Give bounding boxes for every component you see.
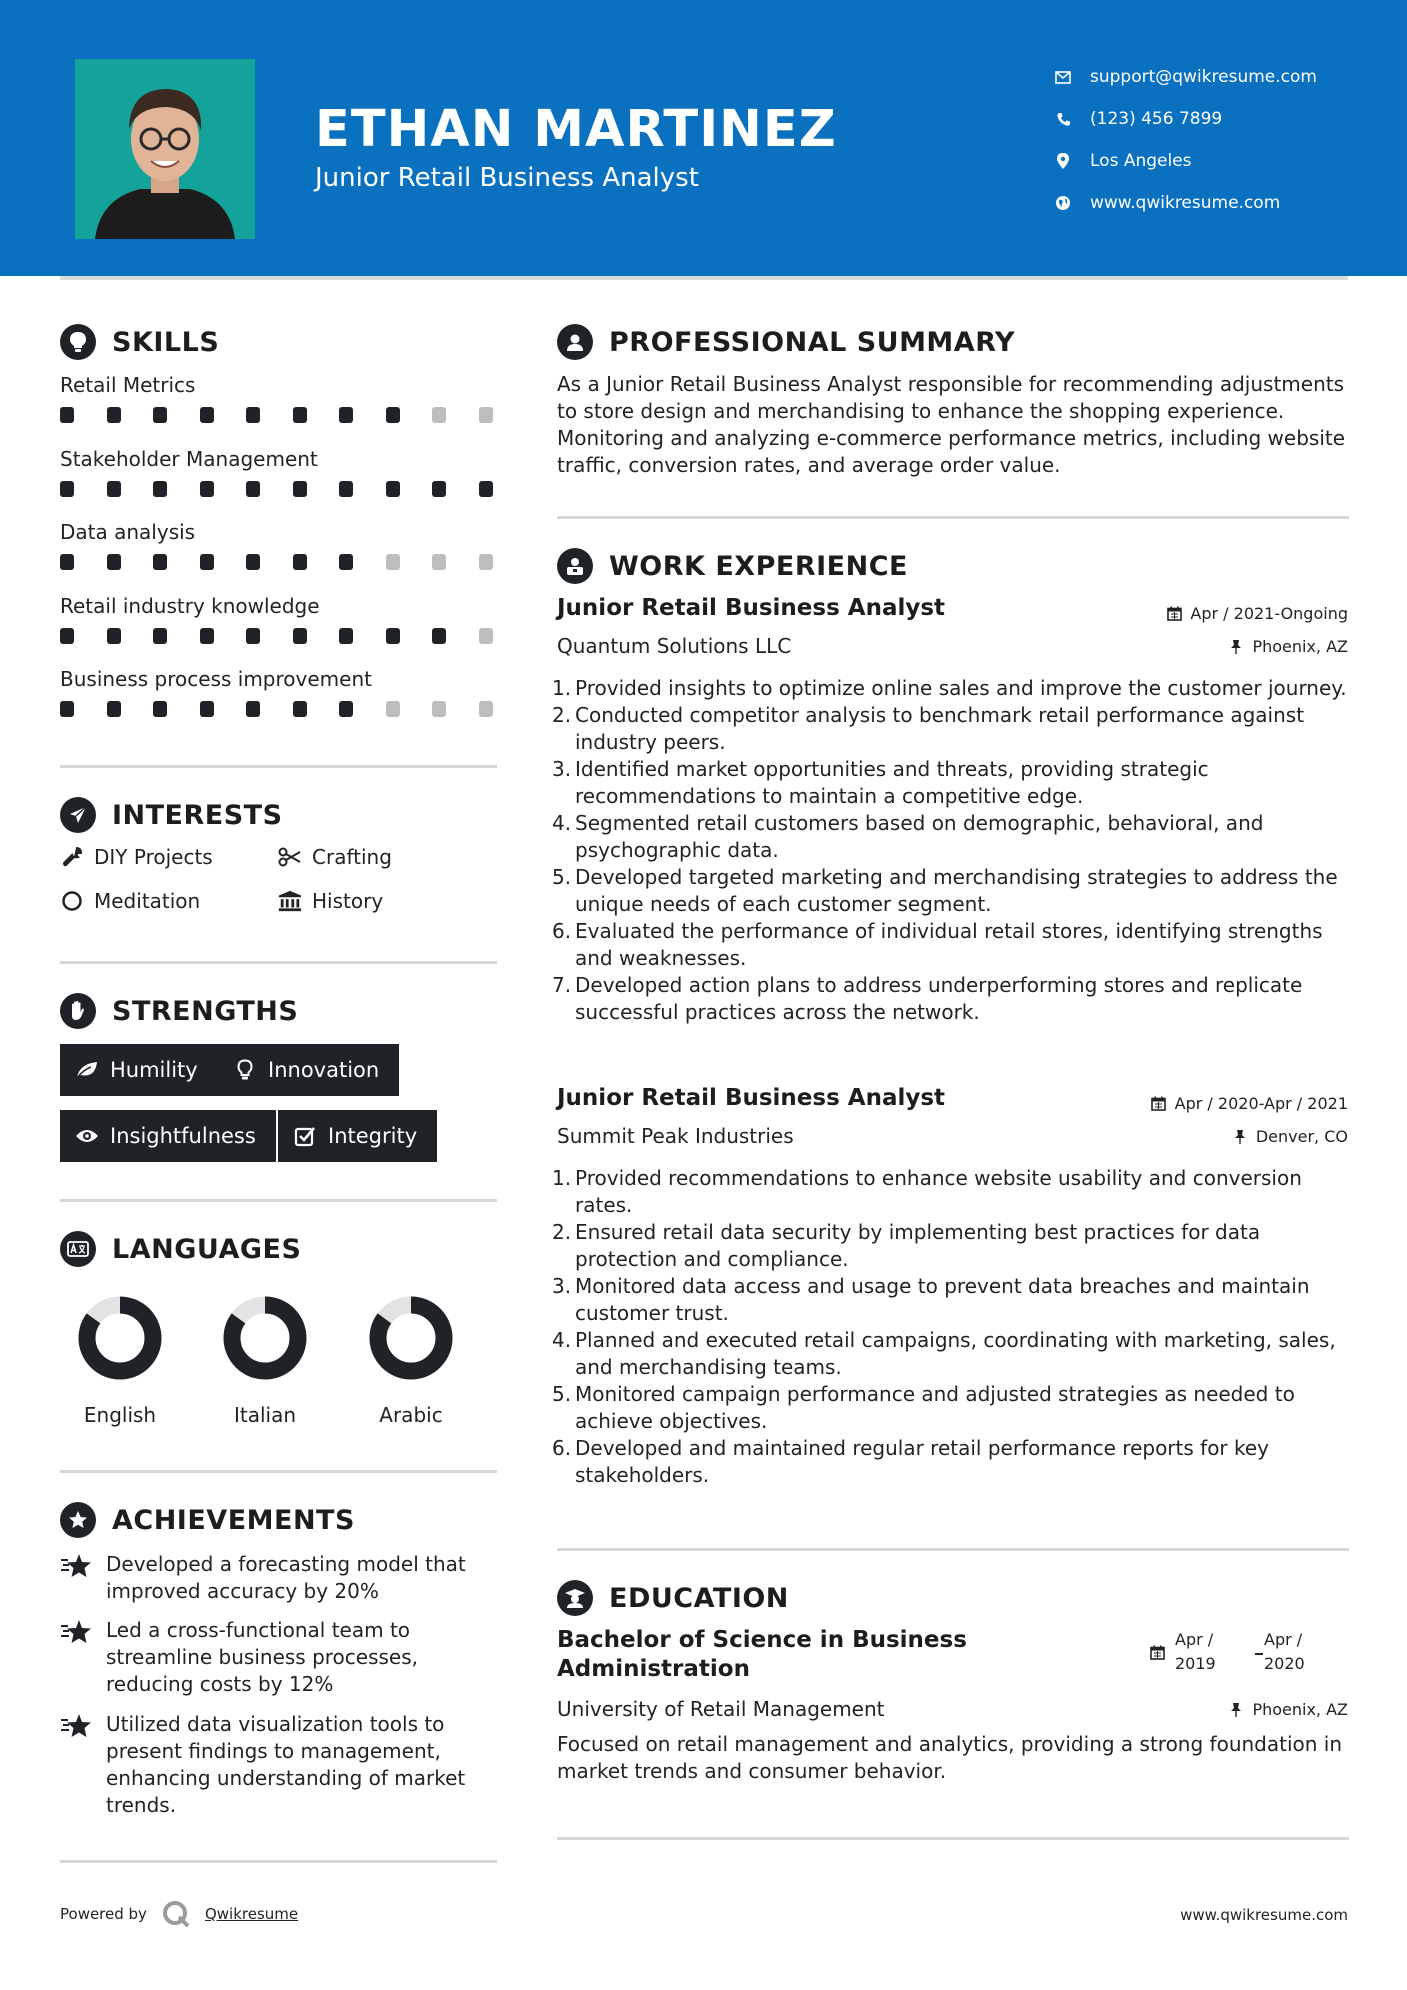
briefcase-user-icon [557,548,593,584]
circle-icon [60,889,84,913]
list-number: 6. [552,1436,572,1460]
rating-dot [107,554,121,570]
responsibility-text: Provided insights to optimize online sales and improve the customer journey. [575,676,1347,700]
list-number: 2. [552,703,572,727]
pushpin-icon [1228,639,1244,655]
responsibility-text: Ensured retail data security by implementing best practices for data protection and compliance. [575,1220,1261,1271]
rating-dot [479,554,493,570]
bank-icon [278,889,302,913]
skill-rating [60,554,525,570]
date-range-dash [1255,1653,1263,1655]
section-divider [60,1199,497,1202]
summary-heading: PROFESSIONAL SUMMARY [557,324,1015,360]
rating-dot [479,407,493,423]
pushpin-icon [1232,1129,1248,1145]
rating-dot [153,701,167,717]
candidate-name: ETHAN MARTINEZ [315,100,837,159]
contact-phone-text: (123) 456 7899 [1090,109,1223,129]
responsibility-text: Evaluated the performance of individual retail stores, identifying strengths and weaknesses. [575,919,1323,970]
responsibility-item [552,702,1352,756]
pushpin-icon [1228,1702,1244,1718]
rating-dot [60,701,74,717]
responsibility-text: Conducted competitor analysis to benchmark retail performance against industry peers. [575,703,1305,754]
rating-dot [432,701,446,717]
skill-name: Data analysis [60,520,196,544]
rating-dot [246,407,260,423]
list-number: 3. [552,1274,572,1298]
list-number: 5. [552,1382,572,1406]
eye-icon [74,1123,100,1149]
section-divider [60,765,497,768]
rating-dot [107,701,121,717]
section-divider [557,1548,1349,1551]
responsibility-item [552,918,1352,972]
footer-powered-by: Powered by Qwikresume [60,1899,298,1929]
responsibility-item [552,864,1352,918]
responsibility-text: Developed targeted marketing and merchandising strategies to address the unique needs of each customer segment. [575,865,1338,916]
rating-dot [479,701,493,717]
calendar-icon [1151,1096,1167,1112]
responsibility-item [552,756,1352,810]
rating-dot [200,628,214,644]
education-description: Focused on retail management and analytics, providing a strong foundation in market trends and consumer behavior. [557,1732,1343,1783]
map-pin-icon [1054,152,1072,170]
rating-dot [153,407,167,423]
language-name: English [83,1403,157,1427]
skills-heading: SKILLS [60,324,219,360]
job-responsibilities [552,1165,1352,1489]
responsibility-item [552,972,1352,1026]
rating-dot [60,554,74,570]
company-name: Quantum Solutions LLC [557,634,792,658]
qwikresume-logo-icon [161,1899,191,1929]
education-location: Phoenix, AZ [1228,1700,1348,1719]
resume-header [0,0,1407,276]
interest-item: DIY Projects [60,845,213,869]
job-responsibilities [552,675,1352,1026]
responsibility-text: Monitored data access and usage to prevent data breaches and maintain customer trust. [575,1274,1310,1325]
rating-dot [432,628,446,644]
interest-item: Crafting [278,845,392,869]
rating-dot [293,481,307,497]
job-dates: Apr / 2020-Apr / 2021 [1151,1094,1348,1113]
section-divider [557,1837,1349,1840]
rating-dot [339,481,353,497]
star-icon [60,1551,94,1581]
languages-heading: LANGUAGES [60,1231,301,1267]
rating-dot [200,407,214,423]
star-icon [60,1617,94,1647]
rating-dot [153,628,167,644]
rating-dot [153,554,167,570]
strength-tag: Humility [60,1044,218,1096]
language-item [60,1293,180,1427]
list-number: 6. [552,919,572,943]
rating-dot [339,701,353,717]
responsibility-item [552,1435,1352,1489]
strengths-heading: STRENGTHS [60,993,298,1029]
job-location: Phoenix, AZ [1228,637,1348,656]
rating-dot [246,554,260,570]
rating-dot [200,481,214,497]
rating-dot [386,481,400,497]
responsibility-item [552,1381,1352,1435]
section-divider [60,1860,497,1863]
section-divider [60,961,497,964]
achievement-item: Utilized data visualization tools to present findings to management, enhancing understanding of market trends. [60,1711,500,1819]
responsibility-item [552,1327,1352,1381]
job-dates: Apr / 2021-Ongoing [1166,604,1348,623]
interest-item: Meditation [60,889,200,913]
rating-dot [200,554,214,570]
list-number: 4. [552,811,572,835]
education-start-date: Apr / 2019 [1175,1630,1216,1673]
language-name: Arabic [379,1403,443,1427]
responsibility-text: Identified market opportunities and threats, providing strategic recommendations to maintain a competitive edge. [575,757,1209,808]
rating-dot [107,628,121,644]
responsibility-item [552,1273,1352,1327]
rating-dot [107,481,121,497]
globe-icon [1054,194,1072,212]
hand-icon [60,993,96,1029]
check-square-icon [292,1123,318,1149]
language-icon [60,1231,96,1267]
job-title: Junior Retail Business Analyst [557,595,946,621]
job-title: Junior Retail Business Analyst [557,1085,946,1111]
rating-dot [246,701,260,717]
lightbulb-icon [60,324,96,360]
contact-list [1054,56,1317,224]
education-heading: EDUCATION [557,1580,789,1616]
strength-tag: Integrity [278,1110,437,1162]
calendar-icon [1166,606,1182,622]
list-number: 2. [552,1220,572,1244]
skill-name: Business process improvement [60,667,372,691]
rating-dot [293,701,307,717]
envelope-icon [1054,68,1072,86]
responsibility-item [552,675,1352,702]
degree-title: Bachelor of Science in Business Administration [557,1627,967,1682]
contact-phone[interactable] [1054,98,1317,140]
section-divider [60,1470,497,1473]
rating-dot [339,407,353,423]
responsibility-text: Segmented retail customers based on demographic, behavioral, and psychographic data. [575,811,1264,862]
rating-dot [200,701,214,717]
contact-location-text: Los Angeles [1090,151,1192,171]
strength-tag: Insightfulness [60,1110,276,1162]
interests-heading: INTERESTS [60,797,283,833]
paper-plane-icon [60,797,96,833]
rating-dot [339,554,353,570]
rating-dot [293,407,307,423]
language-name: Italian [233,1403,297,1427]
rating-dot [432,481,446,497]
list-number: 3. [552,757,572,781]
skill-rating [60,701,525,717]
responsibility-item [552,1219,1352,1273]
achievements-heading: ACHIEVEMENTS [60,1502,355,1538]
qwikresume-link[interactable]: Qwikresume [204,1905,299,1923]
contact-website[interactable] [1054,182,1317,224]
contact-website-text: www.qwikresume.com [1090,193,1281,213]
star-icon [60,1711,94,1741]
language-proficiency-ring [220,1293,310,1383]
rating-dot [386,701,400,717]
language-item [205,1293,325,1427]
summary-text: As a Junior Retail Business Analyst responsible for recommending adjustments to store design and merchandising to enhance the shopping experience. Monitoring and analyzing e-commerce performance metrics, including website traffic, conversion rates, and average order value. [557,372,1346,477]
graduate-icon [557,1580,593,1616]
responsibility-text: Monitored campaign performance and adjusted strategies as needed to achieve objectives. [575,1382,1295,1433]
rating-dot [386,554,400,570]
contact-email[interactable] [1054,56,1317,98]
responsibility-text: Developed action plans to address underperforming stores and replicate successful practices across the network. [575,973,1303,1024]
rating-dot [60,407,74,423]
language-proficiency-ring [75,1293,165,1383]
rating-dot [432,554,446,570]
school-name: University of Retail Management [557,1697,885,1721]
rating-dot [386,407,400,423]
responsibility-text: Developed and maintained regular retail performance reports for key stakeholders. [575,1436,1270,1487]
wrench-icon [60,845,84,869]
candidate-title: Junior Retail Business Analyst [315,163,699,193]
scissors-icon [278,845,302,869]
skill-name: Retail Metrics [60,373,196,397]
list-number: 5. [552,865,572,889]
rating-dot [60,481,74,497]
section-divider [557,516,1349,519]
list-number: 1. [552,676,572,700]
skill-name: Stakeholder Management [60,446,318,471]
rating-dot [60,628,74,644]
user-icon [557,324,593,360]
achievement-item: Led a cross-functional team to streamline business processes, reducing costs by 12% [60,1617,500,1698]
skill-rating [60,481,525,497]
job-location: Denver, CO [1232,1127,1348,1146]
rating-dot [246,481,260,497]
list-number: 1. [552,1166,572,1190]
lightbulb-icon [232,1057,258,1083]
language-proficiency-ring [366,1293,456,1383]
skill-name: Retail industry knowledge [60,593,320,618]
list-number: 7. [552,973,572,997]
achievement-item: Developed a forecasting model that improved accuracy by 20% [60,1551,500,1605]
star-badge-icon [60,1502,96,1538]
skill-rating [60,407,525,423]
strength-tag: Innovation [218,1044,399,1096]
rating-dot [479,628,493,644]
rating-dot [386,628,400,644]
rating-dot [246,628,260,644]
rating-dot [293,628,307,644]
interest-item: History [278,889,383,913]
rating-dot [432,407,446,423]
company-name: Summit Peak Industries [557,1124,794,1148]
header-divider [60,276,1348,280]
responsibility-item [552,810,1352,864]
rating-dot [339,628,353,644]
experience-heading: WORK EXPERIENCE [557,548,908,584]
rating-dot [107,407,121,423]
skill-rating [60,628,525,644]
footer-website[interactable]: www.qwikresume.com [1180,1906,1348,1924]
responsibility-item [552,1165,1352,1219]
rating-dot [293,554,307,570]
list-number: 4. [552,1328,572,1352]
responsibility-text: Provided recommendations to enhance website usability and conversion rates. [575,1166,1302,1217]
contact-location [1054,140,1317,182]
phone-icon [1054,110,1072,128]
rating-dot [479,481,493,497]
rating-dot [153,481,167,497]
contact-email-text: support@qwikresume.com [1090,67,1317,87]
language-item [351,1293,471,1427]
leaf-icon [74,1057,100,1083]
profile-photo [75,59,255,239]
education-end-date: Apr / 2020 [1264,1630,1305,1673]
calendar-icon [1150,1645,1166,1661]
responsibility-text: Planned and executed retail campaigns, coordinating with marketing, sales, and merchandising teams. [575,1328,1336,1379]
